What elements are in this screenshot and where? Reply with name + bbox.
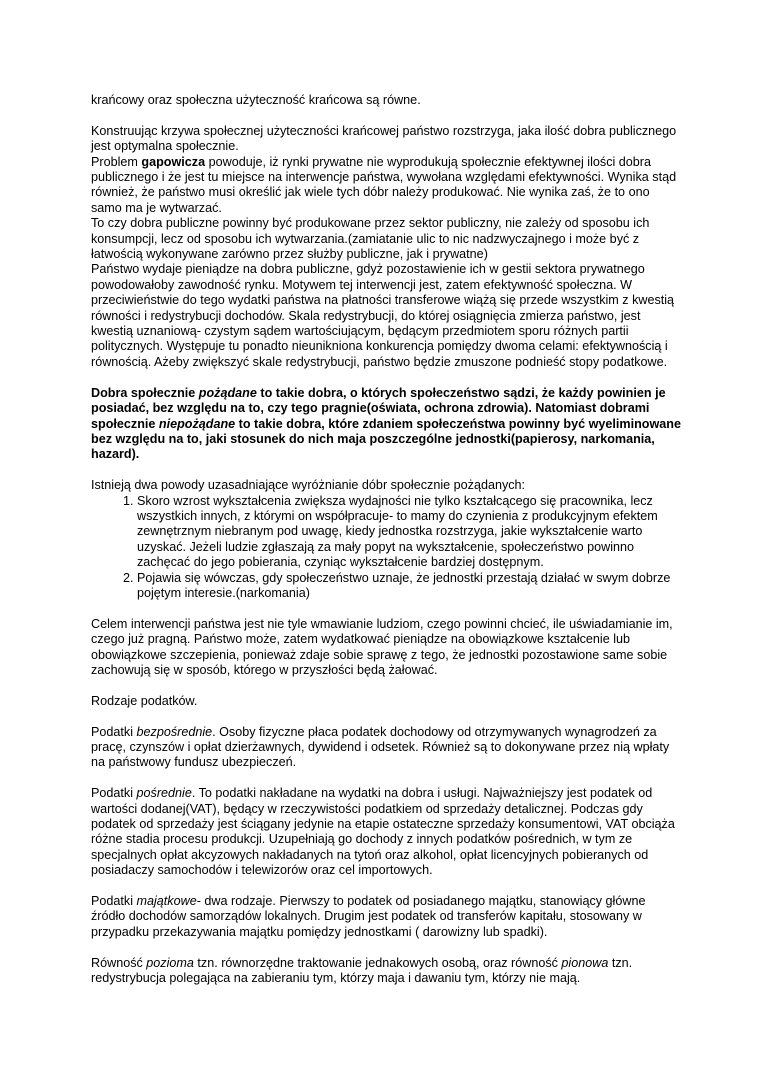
paragraph-redistribution: Państwo wydaje pieniądze na dobra publiczne, gdyż pozostawienie ich w gestii sektora prywatnego powodowałoby zawodność rynku. Motywem tej interwencji jest, zatem efektywność społeczna. W przeciwieństwie do tego wydatki państwa na płatności transferowe wiążą się przede wszystkim z kwestią równości i redystrybucji dochodów. Skala redystrybucji, do której osiągnięcia zmierza państwo, jest kwestią uznaniową- czystym sądem wartościującym, będącym przedmiotem sporu różnych partii politycznych. Występuje tu ponadto nieunikniona konkurencja pomiędzy dwoma celami: efektywnością i równością. Ażeby zwiększyć skale redystrybucji, państwo będzie zmuszone podnieść stopy podatkowe. bbox=[91, 262, 675, 369]
paragraph-merit-goods bbox=[91, 386, 681, 463]
paragraph-gap bbox=[91, 879, 681, 894]
text-run: Podatki bbox=[91, 724, 137, 739]
paragraph-public-production: To czy dobra publiczne powinny być produkowane przez sektor publiczny, nie zależy od sposobu ich konsumpcji, lecz od sposobu ich wytwarzania.(zamiatanie ulic to nic nadzwyczajnego i może być z łatwością wykonywane zarówno przez służby publiczne, jak i prywatne) bbox=[91, 216, 650, 262]
text-run: Równość bbox=[91, 955, 147, 970]
text-run: to takie dobra, o których społeczeństwo sądzi, że każdy powinien je posiadać, bez względu na to, czy tego pragnie(oświata, ochrona zdrowia). Natomiast dobrami społecznie bbox=[91, 385, 666, 431]
italic-term-direct: bezpośrednie bbox=[136, 724, 213, 739]
italic-term-horizontal: pozioma bbox=[146, 955, 194, 970]
reasons-list bbox=[91, 494, 681, 602]
text-run: Problem bbox=[91, 154, 142, 169]
text-run: tzn. równorzędne traktowanie jednakowych osobą, oraz równość bbox=[193, 955, 562, 970]
italic-term-vertical: pionowa bbox=[561, 955, 609, 970]
paragraph-indirect-taxes bbox=[91, 786, 681, 878]
paragraph-gap bbox=[91, 678, 681, 693]
heading-tax-types: Rodzaje podatków. bbox=[91, 693, 198, 708]
paragraph-gap bbox=[91, 370, 681, 385]
list-item: 1. Skoro wzrost wykształcenia zwiększa wydajności nie tylko kształcącego się pracownika, lecz wszystkich innych, z którymi on współpracuje- to mamy do czynienia z produkcyjnym efektem zewnętrznym niebranym pod uwagę, kiedy jednostka rozstrzyga, jakie wykształcenie warto uzyskać. Jeżeli ludzie zgłaszają za mały popyt na wykształcenie, społeczeństwo powinno zachęcać do jego pobierania, czyniąc wykształcenie bardziej dostępnym. bbox=[137, 494, 681, 571]
text-run: tzn. redystrybucja polegająca na zabieraniu tym, którzy maja i dawaniu tym, którzy nie mają. bbox=[91, 955, 633, 986]
paragraph-property-taxes bbox=[91, 894, 681, 940]
paragraph-gap bbox=[91, 463, 681, 478]
document-body bbox=[91, 93, 681, 986]
paragraph-gap bbox=[91, 601, 681, 616]
paragraph-gap bbox=[91, 709, 681, 724]
text-run: Podatki bbox=[91, 786, 137, 801]
italic-term-undesirable: niepożądane bbox=[158, 416, 236, 431]
paragraph-two-reasons: Istnieją dwa powody uzasadniające wyróżnianie dóbr społecznie pożądanych: bbox=[91, 478, 526, 493]
paragraph-gap bbox=[91, 940, 681, 955]
paragraph-intervention-goal: Celem interwencji państwa jest nie tyle wmawianie ludziom, czego powinni chcieć, ile uświadamianie im, czego już pragną. Państwo może, zatem wydatkować pieniądze na obowiązkowe kształcenie lub obowiązkowe szczepienia, ponieważ zdaje sobie sprawę z tego, że jednostki pozostawione same sobie zachowują się w sposób, którego w przyszłości będą żałować. bbox=[91, 616, 673, 677]
italic-term-indirect: pośrednie bbox=[136, 786, 192, 801]
text-run: Podatki bbox=[91, 894, 137, 908]
paragraph-equity bbox=[91, 956, 681, 987]
text-run: to takie dobra, które zdaniem społeczeństwa powinny być wyeliminowane bez względu na to, jaki stosunek do nich maja poszczególne jednostki(papierosy, narkomania, hazard). bbox=[91, 416, 681, 462]
text-run: powoduje, iż rynki prywatne nie wyprodukują społecznie efektywnej ilości dobra publicznego i że jest tu miejsce na interwencje państwa, wywołana względami efektywności. Wynika stąd również, że państwo musi określić jak wiele tych dóbr należy produkować. Nie wynika zaś, że to ono samo ma je wytwarzać. bbox=[91, 154, 677, 215]
text-run: . To podatki nakładane na wydatki na dobra i usługi. Najważniejszy jest podatek od wartości dodanej(VAT), będący w rzeczywistości podatkiem od sprzedaży detalicznej. Podczas gdy podatek od sprzedaży jest ściągany jedynie na etapie ostateczne sprzedaży konsumentowi, VAT obciąża różne stadia procesu produkcji. Uzupełniają go dochody z innych podatków pośrednich, w tym ze specjalnych opłat akcyzowych nakładanych na tytoń oraz alkohol, opłat licencyjnych pobieranych od posiadaczy samochodów i telewizorów oraz cel importowych. bbox=[91, 786, 675, 878]
text-run: . Osoby fizyczne płaca podatek dochodowy od otrzymywanych wynagrodzeń za pracę, czynszów i opłat dzierżawnych, dywidend i odsetek. Również są to dokonywane przez nią wpłaty na państwowy fundusz ubezpieczeń. bbox=[91, 724, 670, 770]
italic-term-property: majątkowe bbox=[136, 894, 197, 908]
text-run: Dobra społecznie bbox=[91, 385, 199, 400]
paragraph-direct-taxes bbox=[91, 725, 681, 771]
bold-term-free-rider: gapowicza bbox=[141, 154, 206, 169]
paragraph-free-rider bbox=[91, 155, 681, 217]
italic-term-desirable: pożądane bbox=[198, 385, 257, 400]
paragraph-marginal-utility: krańcowy oraz społeczna użyteczność krańcowa są równe. bbox=[91, 93, 421, 107]
paragraph-gap bbox=[91, 108, 681, 123]
paragraph-social-utility-curve: Konstruując krzywa społecznej użyteczności krańcowej państwo rozstrzyga, jaka ilość dobra publicznego jest optymalna społecznie. bbox=[91, 123, 677, 154]
paragraph-gap bbox=[91, 771, 681, 786]
text-run: - dwa rodzaje. Pierwszy to podatek od posiadanego majątku, stanowiący główne źródło dochodów samorządów lokalnych. Drugim jest podatek od transferów kapitału, stosowany w przypadku przekazywania majątku pomiędzy jednostkami ( darowizny lub spadki). bbox=[91, 894, 646, 939]
list-item: 2. Pojawia się wówczas, gdy społeczeństwo uznaje, że jednostki przestają działać w swym dobrze pojętym interesie.(narkomania) bbox=[137, 571, 681, 602]
